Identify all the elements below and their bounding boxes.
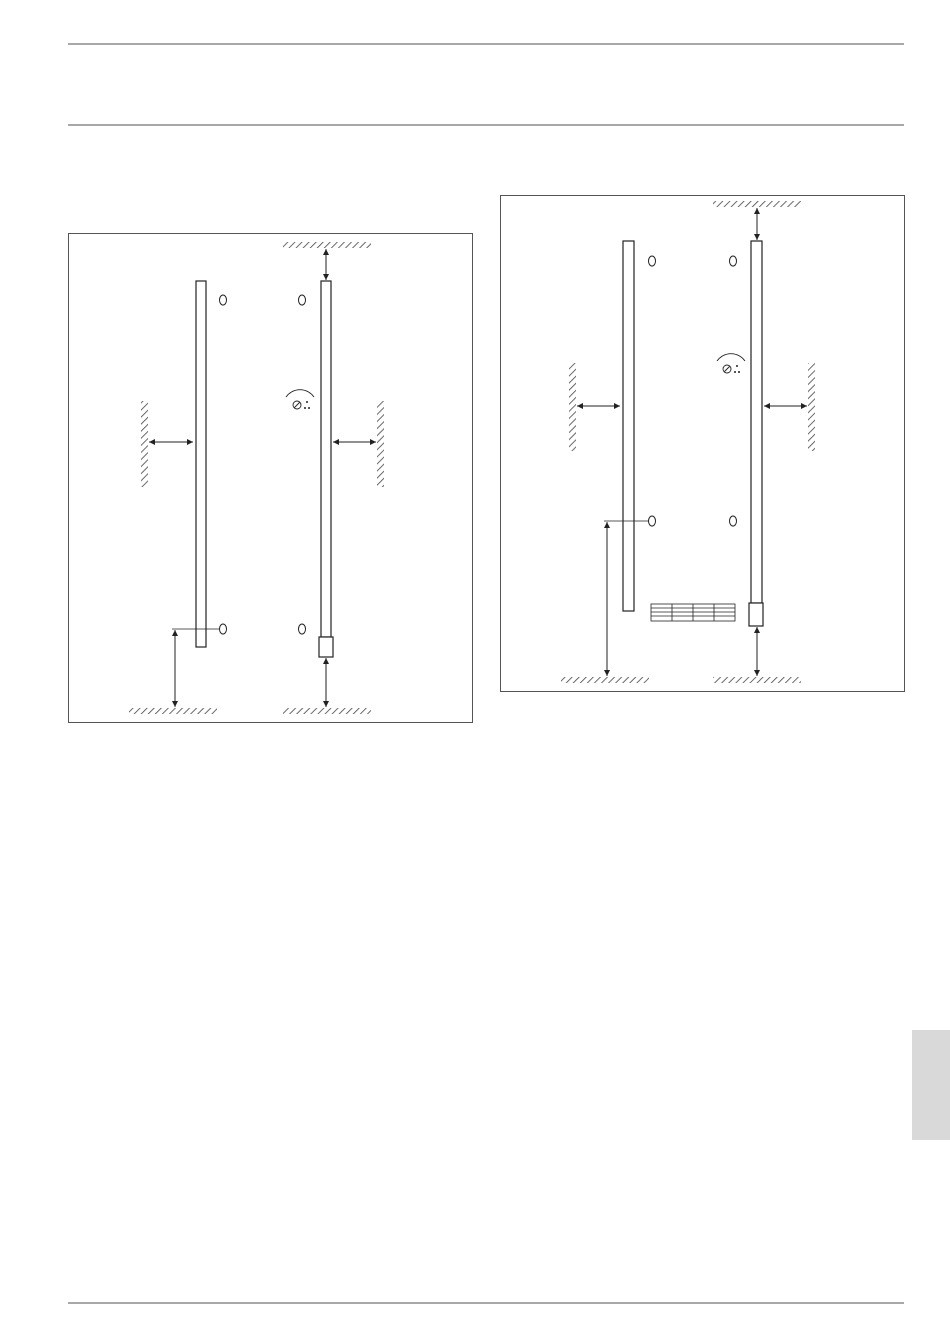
fan-heater-block [651,604,735,621]
control-dial-icon [717,354,745,361]
header-rule-top [68,43,904,45]
bracket-ellipse [299,624,306,634]
installation-figure-right [500,195,905,692]
footer-rule [68,1302,904,1304]
floor-hatch-right [283,708,371,714]
floor-hatch-left [561,677,649,683]
bracket-ellipse [220,624,227,634]
wall-hatch-right [377,401,384,487]
installation-figure-left [68,233,473,723]
heating-element-box [749,603,763,626]
radiator-left-rail [623,241,634,611]
radiator-left-rail [196,281,206,647]
ceiling-hatch [283,242,371,248]
wall-hatch-left [569,363,576,451]
bracket-ellipse [730,256,737,266]
heating-element-box [319,637,333,657]
bracket-ellipse [220,295,227,305]
wall-hatch-left [141,401,148,487]
header-rule-bottom [68,124,904,126]
radiator-right-rail [321,281,331,637]
bracket-ellipse [649,256,656,266]
installation-drawing-left [69,234,474,724]
installation-drawing-right [501,196,906,693]
ceiling-hatch [713,201,801,207]
bracket-ellipse [299,295,306,305]
radiator-right-rail [751,241,762,603]
floor-hatch-left [129,708,217,714]
bracket-ellipse [649,516,656,526]
control-dial-icon [286,390,314,397]
language-tab [912,1030,950,1140]
floor-hatch-right [713,677,801,683]
bracket-ellipse [730,516,737,526]
wall-hatch-right [808,363,815,451]
